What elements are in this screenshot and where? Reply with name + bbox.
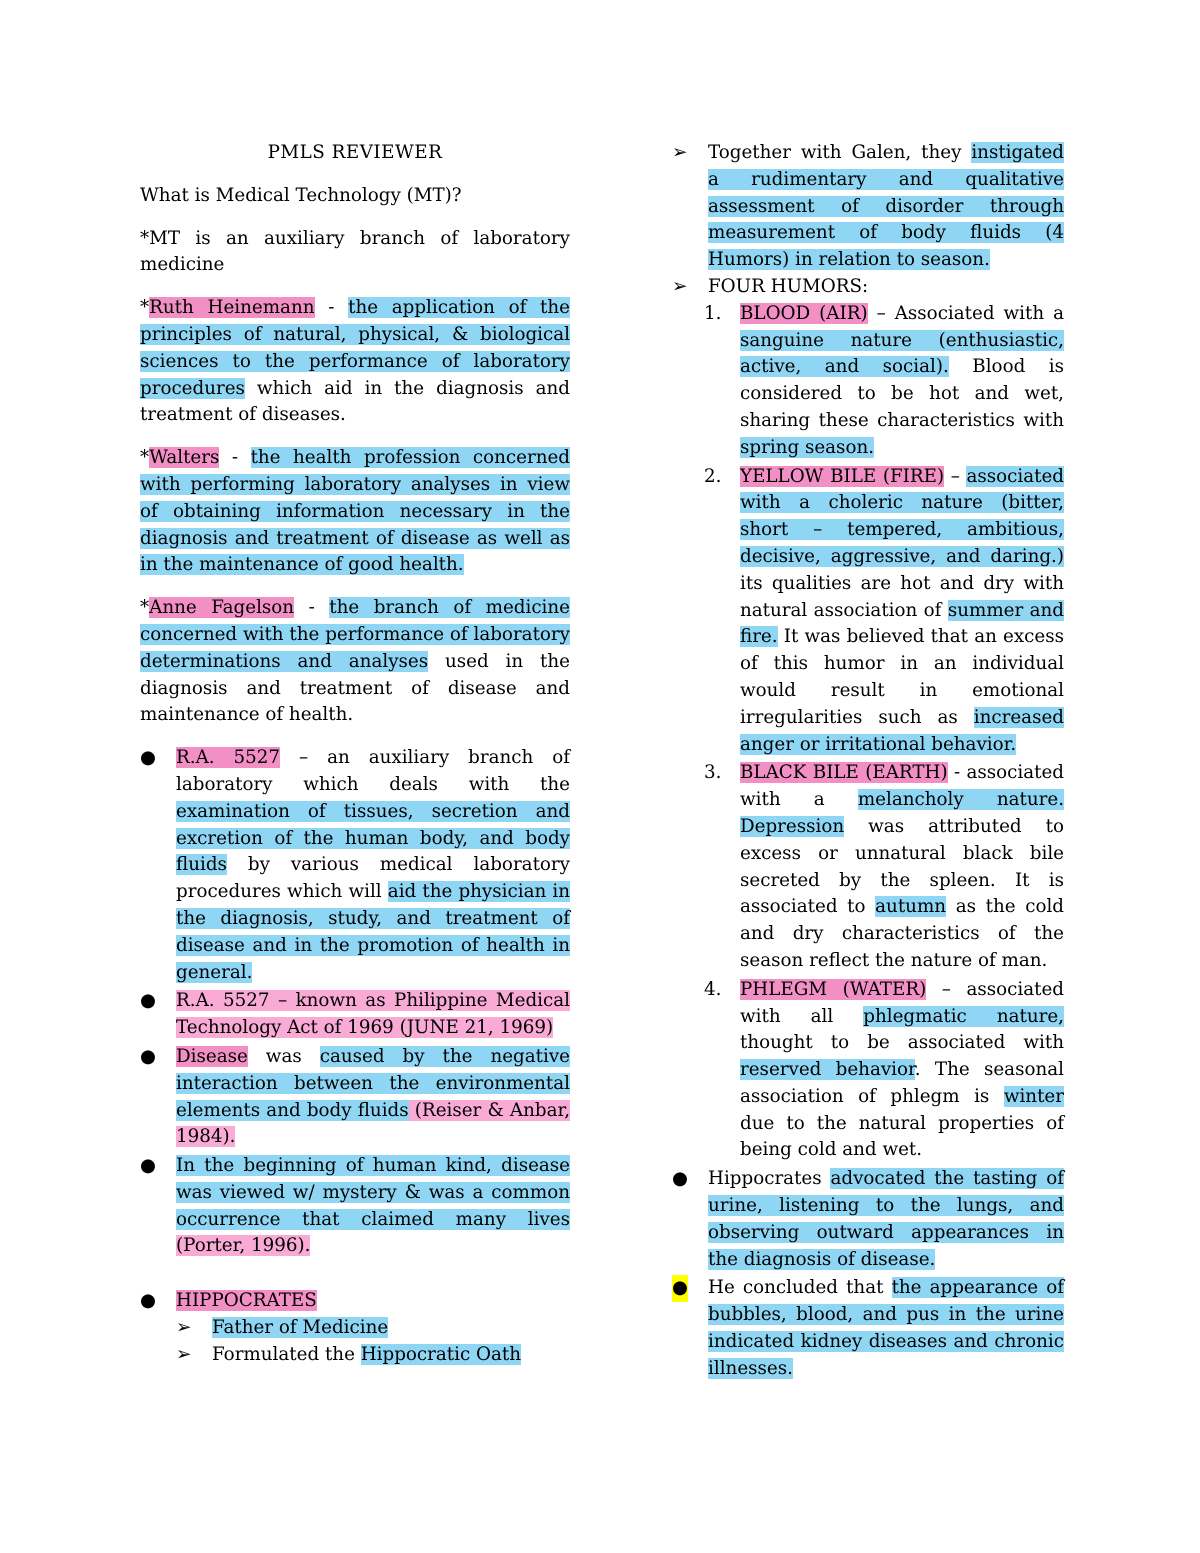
author-name: Walters xyxy=(149,447,220,469)
humor-blood: 1. BLOOD (AIR) – Associated with a sanguine nature (enthusiastic, active, and social). Blood is considered to be hot and wet, sharing these characteristics with spring season. xyxy=(704,302,1064,458)
question-heading: What is Medical Technology (MT)? xyxy=(140,184,462,206)
list-item-four-humors: ➢ FOUR HUMORS: xyxy=(672,274,1064,301)
list-item-galen: ➢ Together with Galen, they instigated a rudimentary and qualitative assessment of disorder through measurement of body fluids (4 Humors) in relation to season. xyxy=(672,142,1064,271)
page-title: PMLS REVIEWER xyxy=(267,142,443,163)
sub-item-father: ➢ Father of Medicine xyxy=(176,1315,570,1342)
highlighted-text: the health profession concerned with performing laboratory analyses in view of obtaining information necessary in the diagnosis and treatment of disease as well as in the maintenance of good health. xyxy=(140,447,570,576)
list-item-hippocrates: ● HIPPOCRATES ➢ Father of Medicine ➢ Formulated the Hippocratic Oath xyxy=(140,1288,570,1368)
list-item-hippocrates-advocated: ● Hippocrates advocated the tasting of urine, listening to the lungs, and observing outward appearances in the diagnosis of disease. xyxy=(672,1168,1064,1270)
humor-phlegm: 4. PHLEGM (WATER) – associated with all phlegmatic nature, thought to be associated with reserved behavior. The seasonal association of phlegm is winter due to the natural properties of being cold and wet. xyxy=(704,978,1064,1161)
author-name: Ruth Heinemann xyxy=(149,297,315,319)
list-item-disease: ● Disease was caused by the negative interaction between the environmental elements and body fluids (Reiser & Anbar, 1984). xyxy=(140,1045,571,1148)
definition-walters: *Walters - the health profession concerned with performing laboratory analyses in view of obtaining information necessary in the diagnosis and treatment of disease as well as in the maintenance of good health. xyxy=(140,447,570,576)
highlighted-text: the branch of medicine concerned with the performance of laboratory determinations and analyses xyxy=(140,597,570,672)
intro-definition: *MT is an auxiliary branch of laboratory medicine xyxy=(140,227,570,276)
hippocrates-list xyxy=(140,1288,570,1368)
bullet-icon: ● xyxy=(140,747,156,769)
arrow-icon: ➢ xyxy=(672,275,688,297)
bullet-icon: ● xyxy=(140,1045,156,1067)
arrow-icon: ➢ xyxy=(176,1317,192,1339)
bullet-icon: ● xyxy=(140,1155,156,1177)
humors-list xyxy=(672,301,1064,1165)
arrow-icon: ➢ xyxy=(672,142,688,163)
bullet-icon: ● xyxy=(140,990,156,1012)
humor-yellow-bile: 2. YELLOW BILE (FIRE) – associated with a choleric nature (bitter, short – tempered, ambitious, decisive, aggressive, and daring.) its qualities are hot and dry with natural association of summer and fire. It was believed that an excess of this humor in an individual would result in emotional irregularities such as increased anger or irritational behavior. xyxy=(704,465,1064,755)
bullet-list xyxy=(140,745,570,1260)
list-item-concluded: ● He concluded that the appearance of bubbles, blood, and pus in the urine indicated kidney diseases and chronic illnesses. xyxy=(672,1277,1064,1379)
list-item-ra5527-act: ● R.A. 5527 – known as Philippine Medical Technology Act of 1969 (JUNE 21, 1969) xyxy=(140,990,570,1039)
right-bullet-list xyxy=(672,1166,1064,1382)
arrow-list xyxy=(672,140,1064,301)
bullet-icon: ● xyxy=(140,1290,156,1312)
definition-heinemann: *Ruth Heinemann - the application of the principles of natural, physical, & biological sciences to the performance of laboratory procedures which aid in the diagnosis and treatment of diseases. xyxy=(140,297,570,426)
list-item-beginning: ● In the beginning of human kind, disease was viewed w/ mystery & was a common occurrence that claimed many lives (Porter, 1996). xyxy=(140,1155,570,1257)
list-item-ra5527: ● R.A. 5527 – an auxiliary branch of laboratory which deals with the examination of tissues, secretion and excretion of the human body, and body fluids by various medical laboratory procedures which will aid the physician in the diagnosis, study, and treatment of disease and in the promotion of health in general. xyxy=(140,747,570,983)
bullet-icon: ● xyxy=(672,1275,688,1302)
author-name: Anne Fagelson xyxy=(149,597,295,619)
definition-fagelson: *Anne Fagelson - the branch of medicine concerned with the performance of laboratory determinations and analyses used in the diagnosis and treatment of disease and maintenance of health. xyxy=(140,597,570,726)
right-column xyxy=(672,140,1064,1385)
sub-item-oath: ➢ Formulated the Hippocratic Oath xyxy=(176,1342,570,1369)
humor-black-bile: 3. BLACK BILE (EARTH) - associated with a melancholy nature. Depression was attributed to excess or unnatural black bile secreted by the spleen. It is associated to autumn as the cold and dry characteristics of the season reflect the nature of man. xyxy=(704,762,1065,971)
arrow-icon: ➢ xyxy=(176,1343,192,1365)
sub-list xyxy=(176,1315,570,1369)
highlighted-text: the application of the principles of natural, physical, & biological sciences to the performance of laboratory procedures xyxy=(140,297,570,399)
left-column xyxy=(140,140,570,1371)
bullet-icon: ● xyxy=(672,1168,688,1190)
